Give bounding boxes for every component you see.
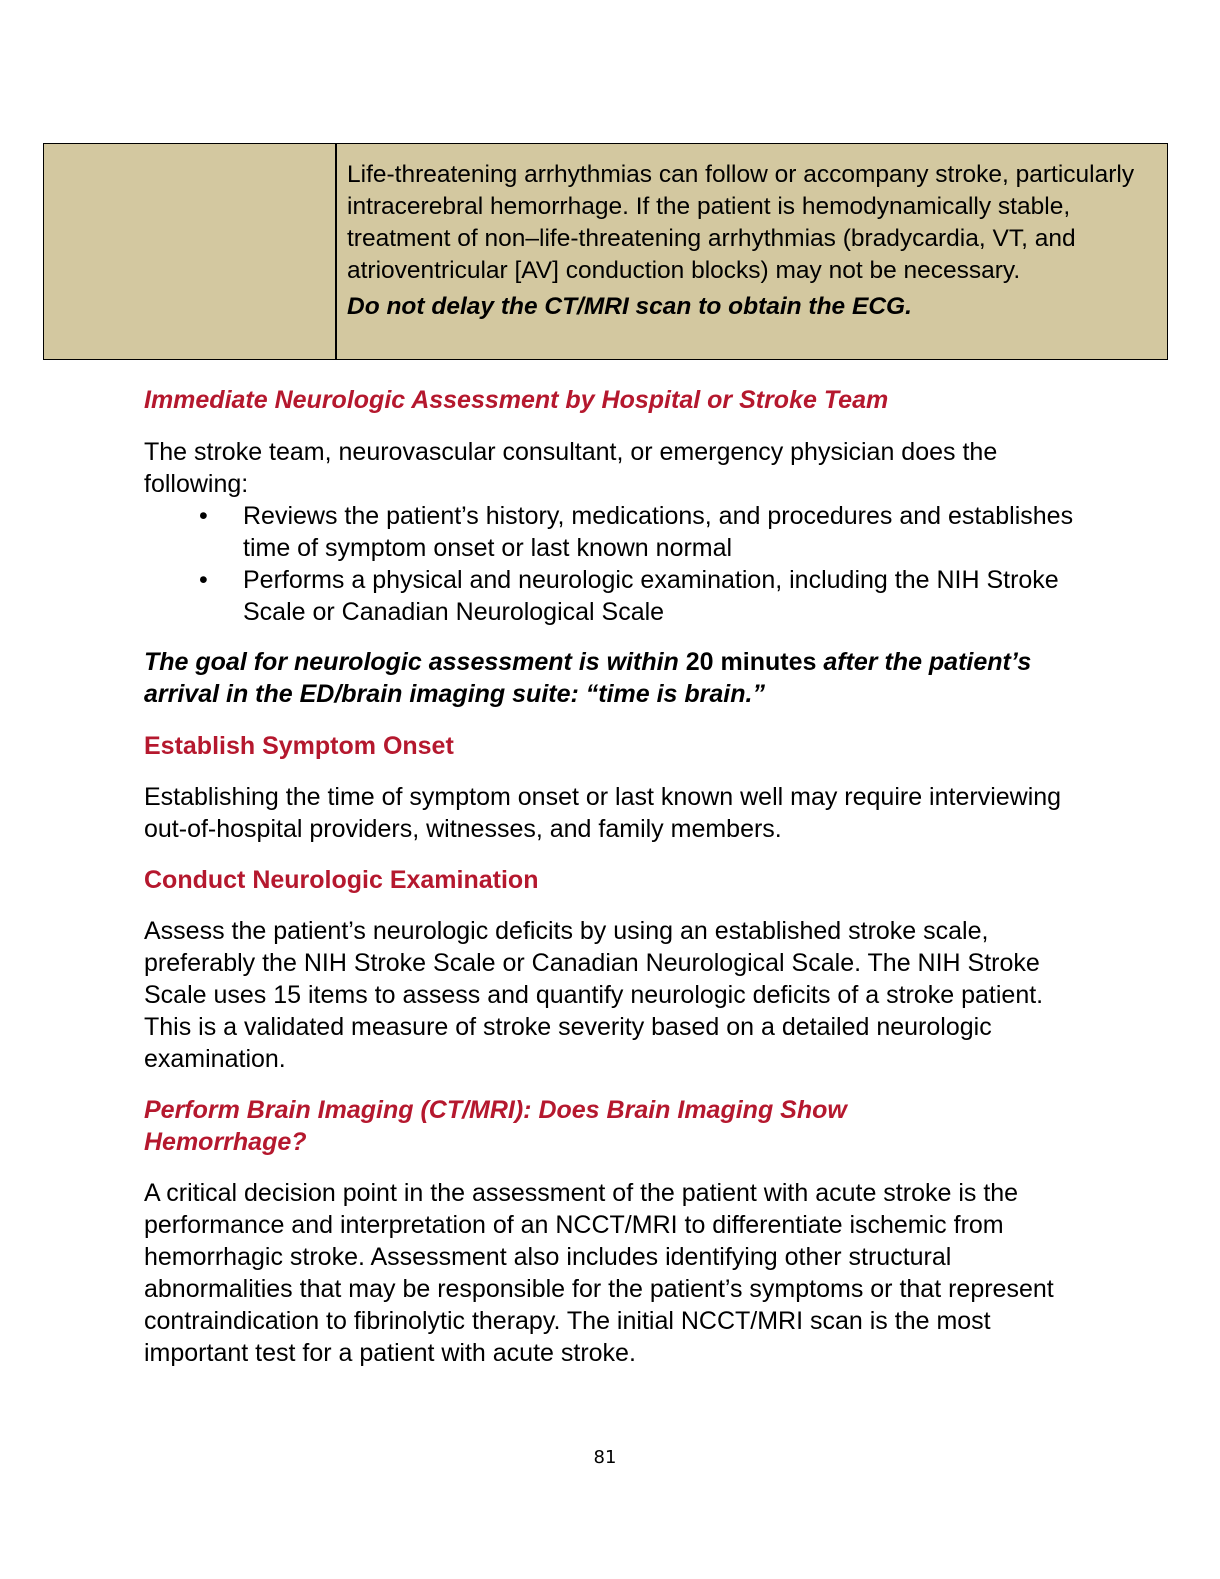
goal-time: 20 minutes <box>685 648 817 676</box>
page-number: 81 <box>593 1447 617 1468</box>
heading-symptom-onset: Establish Symptom Onset <box>144 732 454 760</box>
arrhythmia-paragraph: Life-threatening arrhythmias can follow or accompany stroke, particularly intracerebral hemorrhage. If the patient is hemodynamically stable, treatment of non–life-threatening arrhythmias (bradycardia, VT, and atrioventricular [AV] conduction blocks) may not be necessary. <box>347 161 1135 284</box>
info-table <box>43 143 1168 360</box>
immediate-intro: The stroke team, neurovascular consultant, or emergency physician does the following: <box>144 438 998 498</box>
goal-statement: The goal for neurologic assessment is within 20 minutes after the patient’s arrival in the ED/brain imaging suite: “time is brain.” <box>144 648 1032 708</box>
bullet-icon: • <box>199 566 208 594</box>
onset-body: Establishing the time of symptom onset or last known well may require interviewing out-of-hospital providers, witnesses, and family members. <box>144 783 1062 843</box>
assessment-list <box>144 500 1084 628</box>
table-column-divider <box>335 144 337 359</box>
table-right-cell <box>347 159 1157 323</box>
imaging-body: A critical decision point in the assessment of the patient with acute stroke is the performance and interpretation of an NCCT/MRI to differentiate ischemic from hemorrhagic stroke. Assessment also includes identifying other structural abnormalities that may be responsible for the patient’s symptoms or that represent contraindication to fibrinolytic therapy. The initial NCCT/MRI scan is the most important test for a patient with acute stroke. <box>144 1179 1054 1367</box>
list-item: • Performs a physical and neurologic examination, including the NIH Stroke Scale or Canadian Neurological Scale <box>199 566 1059 626</box>
page-content <box>144 380 1084 1369</box>
ecg-emphasis: Do not delay the CT/MRI scan to obtain the ECG. <box>347 293 912 320</box>
heading-immediate-assessment: Immediate Neurologic Assessment by Hospital or Stroke Team <box>144 386 889 414</box>
bullet-icon: • <box>199 502 208 530</box>
exam-body: Assess the patient’s neurologic deficits by using an established stroke scale, preferably the NIH Stroke Scale or Canadian Neurological Scale. The NIH Stroke Scale uses 15 items to assess and quantify neurologic deficits of a stroke patient. This is a validated measure of stroke severity based on a detailed neurologic examination. <box>144 917 1044 1073</box>
heading-brain-imaging: Perform Brain Imaging (CT/MRI): Does Brain Imaging Show Hemorrhage? <box>144 1096 847 1156</box>
heading-neurologic-exam: Conduct Neurologic Examination <box>144 866 539 894</box>
list-item: • Reviews the patient’s history, medications, and procedures and establishes time of symptom onset or last known normal <box>199 502 1074 562</box>
